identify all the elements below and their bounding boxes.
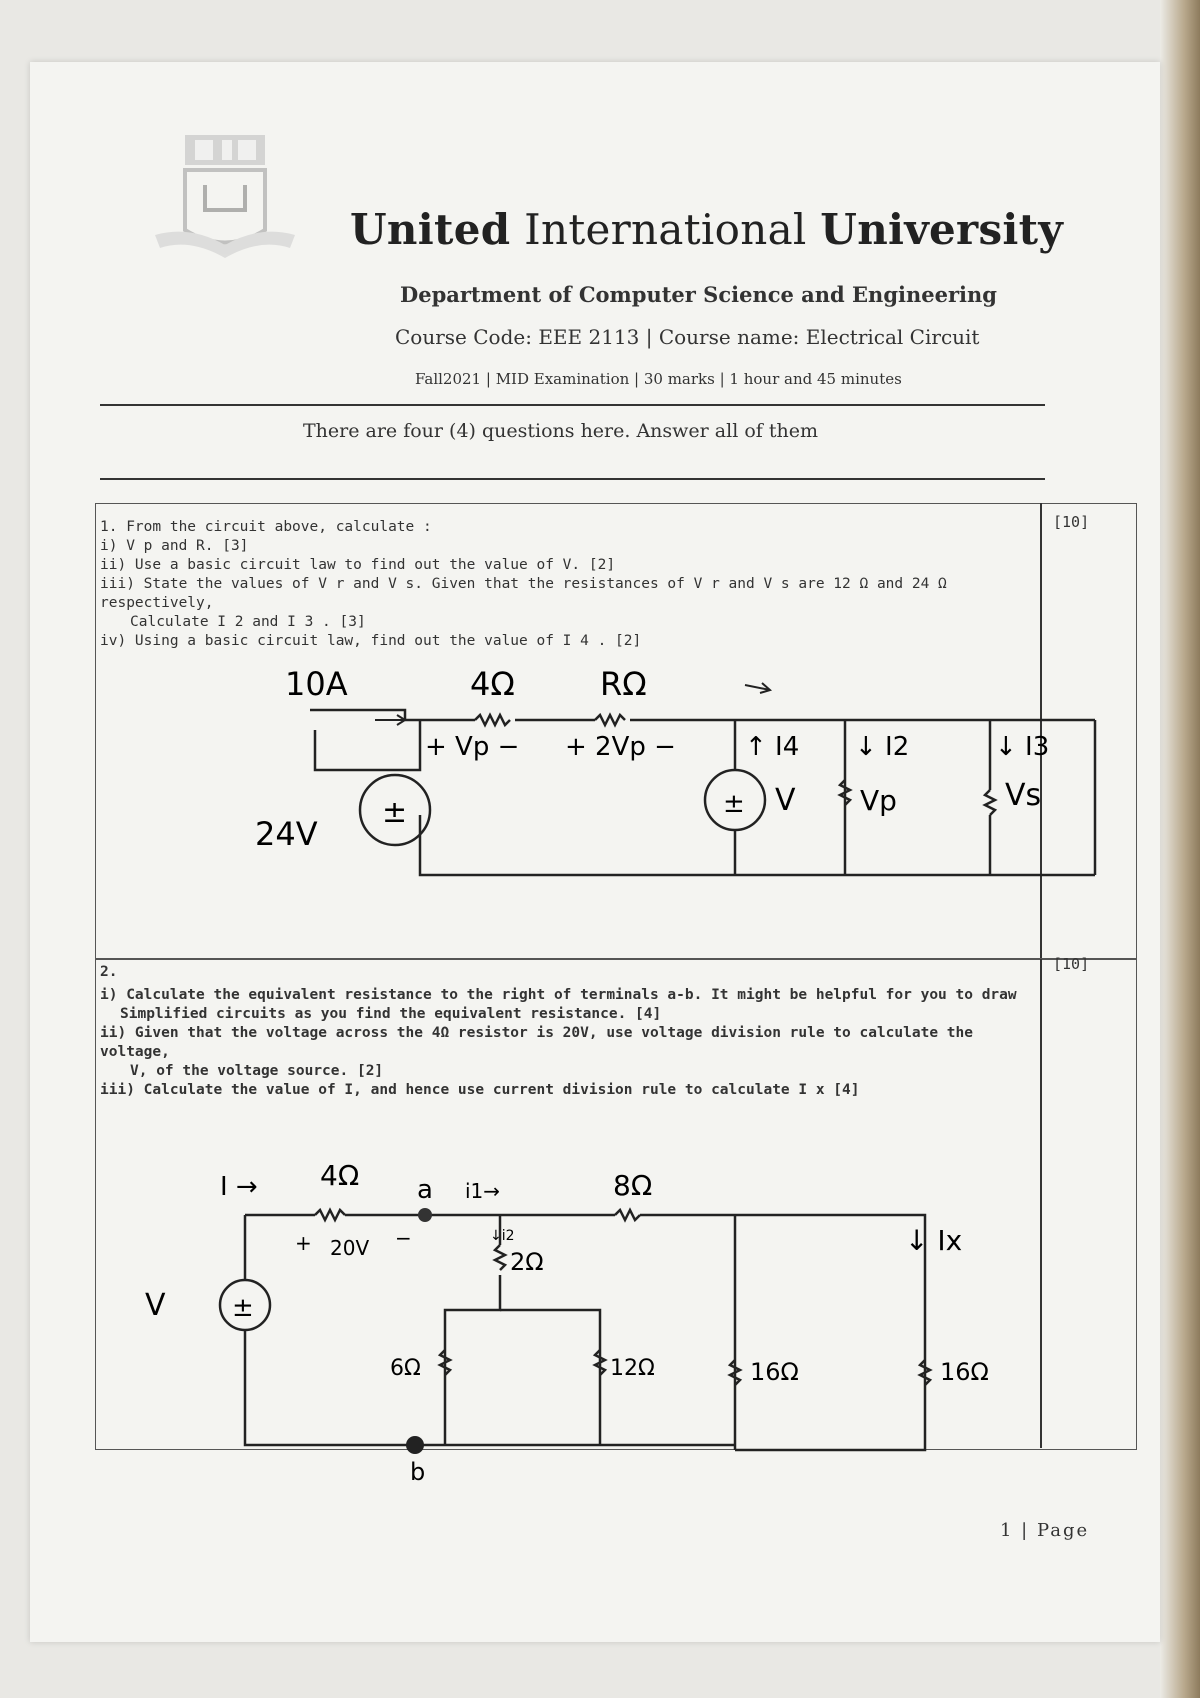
q1-line: iv) Using a basic circuit law, find out the value of I 4 . [2] bbox=[100, 633, 642, 649]
question-1-marks: [10] bbox=[1053, 513, 1090, 531]
i1-label: i1→ bbox=[465, 1179, 501, 1203]
resistor-16-ohm-label-2: 16Ω bbox=[940, 1358, 989, 1386]
q2-line: i) Calculate the equivalent resistance to the right of terminals a-b. It might be helpful for you to draw bbox=[100, 987, 1017, 1003]
circuit-diagram-2 bbox=[95, 1120, 1040, 1490]
instructions: There are four (4) questions here. Answer all of them bbox=[303, 420, 818, 442]
q1-line: iii) State the values of V r and V s. Given that the resistances of V r and V s are 12 Ω and 24 Ω respectively, bbox=[100, 576, 947, 611]
current-i-label: I → bbox=[220, 1172, 258, 1202]
resistor-r-label: RΩ bbox=[600, 665, 647, 703]
university-logo bbox=[150, 130, 300, 270]
resistor-4-ohm-label: 4Ω bbox=[470, 665, 515, 703]
source-voltage-label: 24V bbox=[255, 815, 318, 853]
i4-label: ↑ I4 bbox=[745, 732, 800, 762]
q1-line: Calculate I 2 and I 3 . [3] bbox=[130, 614, 366, 630]
department-name: Department of Computer Science and Engineering bbox=[400, 282, 997, 307]
i2-label: ↓ I2 bbox=[855, 732, 910, 762]
paper-edge-background bbox=[1160, 0, 1200, 1698]
page-number: 1 | Page bbox=[1000, 1520, 1090, 1541]
vp-resistor-label: Vp bbox=[860, 784, 897, 817]
source-symbol: ± bbox=[232, 1293, 254, 1323]
circuit-diagram-1 bbox=[95, 650, 1050, 955]
q2-line: Simplified circuits as you find the equivalent resistance. [4] bbox=[120, 1006, 662, 1022]
minus-sign: − bbox=[395, 1226, 412, 1250]
instruction-divider bbox=[100, 478, 1045, 480]
university-title: United International University bbox=[350, 205, 1064, 254]
node-b bbox=[406, 1436, 424, 1454]
ix-label: ↓ Ix bbox=[905, 1224, 963, 1257]
2vp-polarity-label: + 2Vp − bbox=[565, 732, 676, 762]
resistor-4-ohm-label: 4Ω bbox=[320, 1159, 360, 1192]
q1-line: 1. From the circuit above, calculate : bbox=[100, 519, 432, 535]
question-2-marks: [10] bbox=[1053, 955, 1090, 973]
i2-label: ↓i2 bbox=[490, 1228, 515, 1244]
q2-line: V, of the voltage source. [2] bbox=[130, 1063, 384, 1079]
q1-line: i) V p and R. [3] bbox=[100, 538, 249, 554]
q2-line: ii) Given that the voltage across the 4Ω resistor is 20V, use voltage division rule to calculate the voltage, bbox=[100, 1025, 973, 1060]
plus-sign: + bbox=[295, 1231, 312, 1255]
20v-label: 20V bbox=[330, 1236, 370, 1260]
v-label: V bbox=[775, 783, 796, 818]
resistor-2-ohm-label: 2Ω bbox=[510, 1248, 544, 1276]
resistor-8-ohm-label: 8Ω bbox=[613, 1169, 653, 1202]
source-v-symbol: ± bbox=[723, 789, 745, 819]
node-a-label: a bbox=[417, 1175, 433, 1205]
header-divider bbox=[100, 404, 1045, 406]
question-2-text bbox=[100, 963, 1035, 1100]
i3-label: ↓ I3 bbox=[995, 732, 1050, 762]
source-current-label: 10A bbox=[285, 665, 348, 703]
question-1-text bbox=[100, 518, 1035, 651]
resistor-16-ohm-label-1: 16Ω bbox=[750, 1358, 799, 1386]
q2-line: 2. bbox=[100, 964, 118, 980]
exam-info: Fall2021 | MID Examination | 30 marks | 1 hour and 45 minutes bbox=[415, 370, 902, 388]
vs-resistor-label: Vs bbox=[1005, 778, 1042, 813]
source-symbol: ± bbox=[382, 795, 408, 830]
q2-line: iii) Calculate the value of I, and hence use current division rule to calculate I x [4] bbox=[100, 1082, 860, 1098]
source-voltage-label: V bbox=[145, 1288, 166, 1323]
course-info: Course Code: EEE 2113 | Course name: Electrical Circuit bbox=[395, 325, 980, 349]
resistor-12-ohm-label: 12Ω bbox=[610, 1356, 655, 1381]
resistor-6-ohm-label: 6Ω bbox=[390, 1356, 421, 1381]
node-b-label: b bbox=[410, 1458, 426, 1486]
vp-polarity-label: + Vp − bbox=[425, 732, 520, 762]
node-a bbox=[418, 1208, 432, 1222]
q1-line: ii) Use a basic circuit law to find out the value of V. [2] bbox=[100, 557, 616, 573]
